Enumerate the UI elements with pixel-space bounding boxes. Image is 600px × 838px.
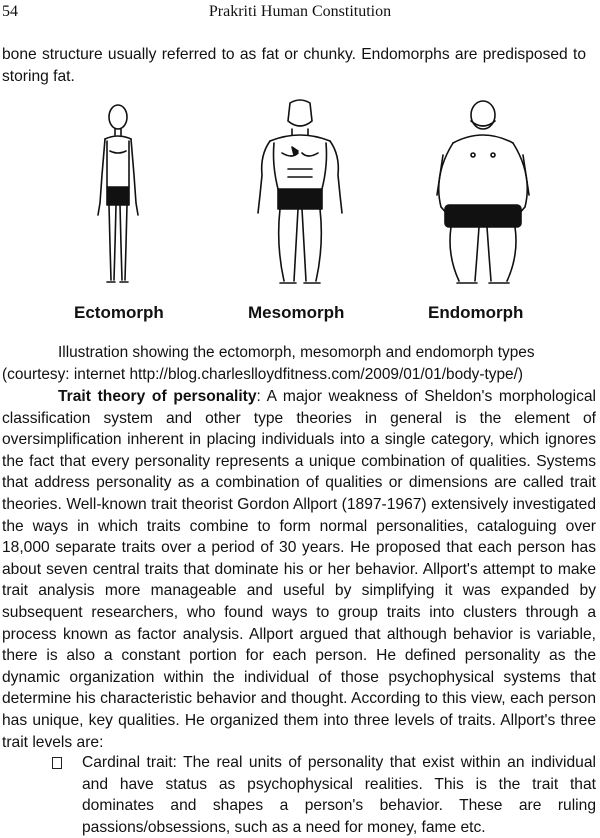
intro-paragraph: bone structure usually referred to as fat or chunky. Endomorphs are predisposed to storing fat.	[2, 46, 586, 85]
body-type-illustration	[60, 95, 560, 295]
checkbox-square-icon	[52, 757, 62, 769]
bullet-text: Cardinal trait: The real units of personality that exist within an individual and have status as psychophysical realities. This is the trait that dominates and shapes a person's behavior. These are ruling passions/obsessions, such as a need for money, fame etc.	[82, 754, 596, 836]
ectomorph-figure	[98, 105, 138, 282]
body-type-figure	[60, 95, 560, 335]
page-header	[0, 2, 600, 24]
section-body: : A major weakness of Sheldon's morphological classification system and other type theories in general is the element of oversimplification inherent in placing individuals into a single category, which ignores the fact that every personality represents a unique combination of qualities. Systems that address personality as a combination of qualities or dimensions are called trait theories. Well-known trait theorist Gordon Allport (1897-1967) extensively investigated the ways in which traits combine to form normal personalities, cataloguing over 18,000 separate traits over a period of 30 years. He proposed that each person has about seven central traits that dominate his or her behavior. Allport's attempt to make trait analysis more manageable and useful by simplifying it was expanded by subsequent researchers, who found ways to group traits into clusters through a process known as factor analysis. Allport argued that although behavior is variable, there is also a constant portion for each person. He defined personality as the dynamic organization within the individual of those psychophysical systems that determine his characteristic behavior and thought. According to this view, each person has unique, key qualities. He organized them into three levels of traits. Allport's three trait levels are:	[2, 388, 597, 751]
label-endomorph: Endomorph	[428, 303, 524, 322]
endomorph-figure	[437, 101, 529, 283]
caption-line-2: (courtesy: internet http://blog.charleslloydfitness.com/2009/01/01/body-type/)	[2, 365, 523, 383]
section-term: Trait theory of personality	[58, 388, 257, 405]
mesomorph-figure	[258, 100, 342, 283]
section-paragraph	[2, 386, 596, 753]
caption-line-1: Illustration showing the ectomorph, mesomorph and endomorph types	[58, 344, 535, 361]
label-mesomorph: Mesomorph	[248, 303, 345, 322]
figure-caption	[2, 342, 596, 385]
page-number: 54	[2, 3, 18, 20]
trait-theory-section	[2, 386, 596, 753]
bullet-item	[40, 752, 596, 838]
running-title: Prakriti Human Constitution	[208, 3, 392, 20]
label-ectomorph: Ectomorph	[74, 303, 164, 322]
